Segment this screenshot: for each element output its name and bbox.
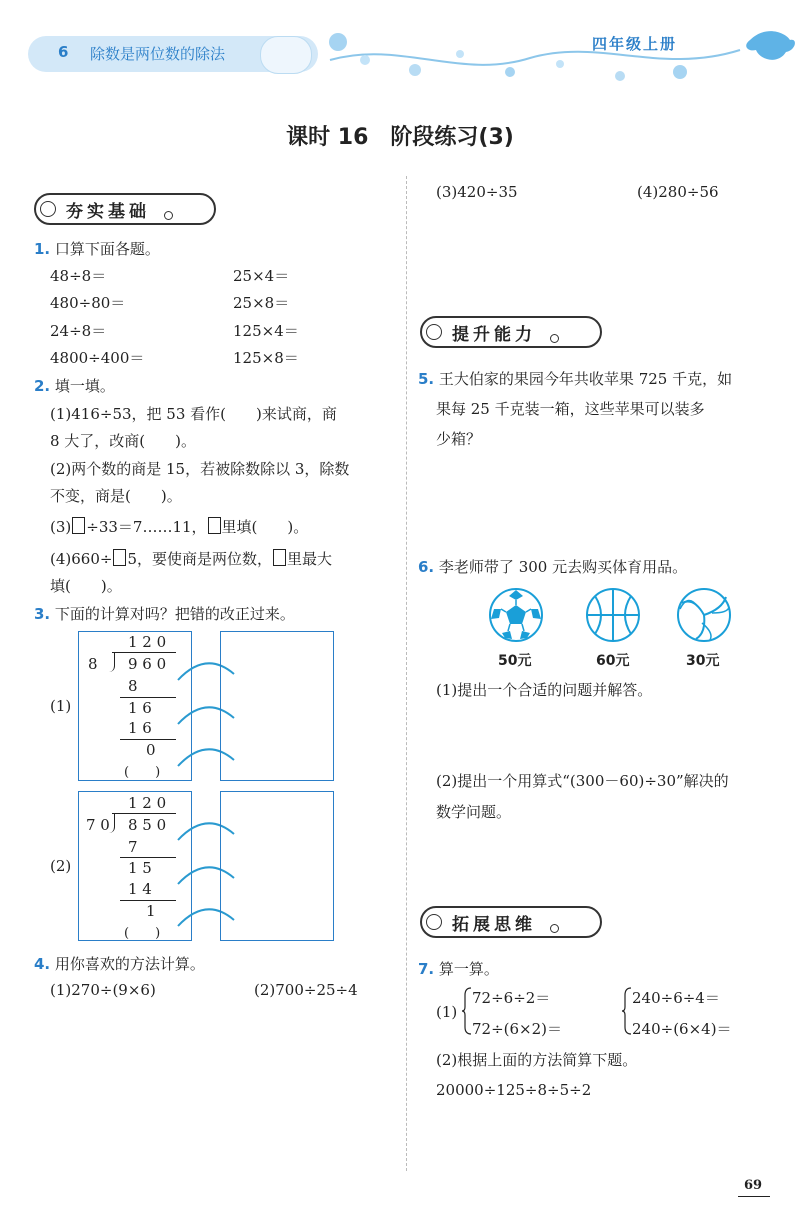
section-badge-thinking xyxy=(420,906,602,938)
bubble-icon xyxy=(426,324,442,340)
blank-box[interactable] xyxy=(72,517,85,534)
oral-calc: 48÷8＝ xyxy=(50,267,107,285)
price-label: 60元 xyxy=(596,653,630,669)
question-number: 2. xyxy=(34,377,51,395)
calc-item: 72÷(6×2)＝ xyxy=(472,1020,563,1038)
step-line xyxy=(120,857,176,858)
step-row: 1 xyxy=(146,902,156,920)
question-text: 果每 25 千克装一箱，这些苹果可以装多 xyxy=(436,400,705,418)
chapter-number: 6 xyxy=(58,43,69,61)
page-title: 课时 16 阶段练习(3) xyxy=(286,125,514,150)
brace-icon xyxy=(622,987,632,1035)
question-text: 口算下面各题。 xyxy=(54,240,160,258)
bubble-icon xyxy=(550,334,559,343)
question-text: 王大伯家的果园今年共收苹果 725 千克，如 xyxy=(438,370,733,388)
oral-calc: 4800÷400＝ xyxy=(50,349,145,367)
oral-calc: 25×8＝ xyxy=(233,294,290,312)
division-bar xyxy=(112,652,176,653)
dividend: 9 6 0 xyxy=(128,655,167,673)
answer-blank[interactable]: ( ) xyxy=(124,765,161,780)
item-label: (3) xyxy=(50,518,72,536)
question-6 xyxy=(418,556,687,577)
oral-calc: 24÷8＝ xyxy=(50,322,107,340)
question-text: 下面的计算对吗？把错的改正过来。 xyxy=(54,605,295,623)
calc-item: 20000÷125÷8÷5÷2 xyxy=(436,1081,592,1099)
question-1 xyxy=(34,238,160,259)
blank-box[interactable] xyxy=(273,549,286,566)
oral-calc: 25×4＝ xyxy=(233,267,290,285)
item-text: 里填( )。 xyxy=(221,518,309,536)
quotient: 1 2 0 xyxy=(128,633,167,651)
step-row: 8 xyxy=(128,677,138,695)
sub-question: (2)根据上面的方法简算下题。 xyxy=(436,1051,638,1069)
divisor: 7 0 xyxy=(86,816,110,834)
question-7 xyxy=(418,958,499,979)
correction-box[interactable] xyxy=(220,631,334,781)
sub-question: (2)提出一个用算式“(300－60)÷30”解决的 xyxy=(436,772,729,790)
step-line xyxy=(120,697,176,698)
section-title: 夯实基础 xyxy=(66,201,150,222)
question-3 xyxy=(34,603,295,624)
question-text: 少箱？ xyxy=(436,430,482,448)
calc-item: (2)700÷25÷4 xyxy=(254,981,358,999)
sub-label: (2) xyxy=(50,857,72,875)
step-row: 7 xyxy=(128,838,138,856)
calc-item: 240÷(6×4)＝ xyxy=(632,1020,732,1038)
fill-item xyxy=(50,548,332,569)
fill-item: (1)416÷53，把 53 看作( )来试商，商 xyxy=(50,405,337,423)
step-row: 0 xyxy=(146,741,156,759)
dividend: 8 5 0 xyxy=(128,816,167,834)
question-number: 1. xyxy=(34,240,51,258)
bubble-icon xyxy=(550,924,559,933)
sub-question: (1)提出一个合适的问题并解答。 xyxy=(436,681,653,699)
question-text: 算一算。 xyxy=(438,960,499,978)
fill-item: 不变，商是( )。 xyxy=(50,487,182,505)
question-number: 3. xyxy=(34,605,51,623)
question-text: 李老师带了 300 元去购买体育用品。 xyxy=(438,558,688,576)
fill-item: 填( )。 xyxy=(50,577,122,595)
calc-item: (3)420÷35 xyxy=(436,183,518,201)
fill-item xyxy=(50,516,308,537)
division-bracket xyxy=(108,652,115,672)
bird-icon xyxy=(746,31,795,60)
blank-box[interactable] xyxy=(113,549,126,566)
quotient: 1 2 0 xyxy=(128,794,167,812)
step-row: 1 6 xyxy=(128,699,152,717)
item-text: 5，要使商是两位数， xyxy=(127,550,272,568)
sub-question: 数学问题。 xyxy=(436,803,512,821)
volleyball-icon xyxy=(676,587,732,643)
divisor: 8 xyxy=(88,655,98,673)
page-number: 69 xyxy=(744,1178,763,1193)
chapter-title: 除数是两位数的除法 xyxy=(90,45,226,63)
question-5 xyxy=(418,368,732,389)
fill-item: 8 大了，改商( )。 xyxy=(50,432,197,450)
item-text: ÷33＝7……11， xyxy=(86,518,207,536)
step-line xyxy=(120,900,176,901)
brace-icon xyxy=(462,987,472,1035)
question-text: 填一填。 xyxy=(54,377,115,395)
calc-item: (1)270÷(9×6) xyxy=(50,981,156,999)
division-bar xyxy=(112,813,176,814)
soccer-ball-icon xyxy=(488,587,544,643)
oral-calc: 125×8＝ xyxy=(233,349,299,367)
section-badge-basics xyxy=(34,193,216,225)
bubble-icon xyxy=(164,211,173,220)
price-label: 50元 xyxy=(498,653,532,669)
header-decoration xyxy=(320,20,800,90)
page-number-rule xyxy=(738,1196,770,1197)
oral-calc: 480÷80＝ xyxy=(50,294,126,312)
correction-box[interactable] xyxy=(220,791,334,941)
price-label: 30元 xyxy=(686,653,720,669)
column-divider xyxy=(406,176,407,1171)
calc-item: 72÷6÷2＝ xyxy=(472,989,551,1007)
bubble-icon xyxy=(329,33,347,51)
blank-box[interactable] xyxy=(208,517,221,534)
bubble-icon xyxy=(40,201,56,217)
header-banner-outline xyxy=(260,36,312,74)
fill-item: (2)两个数的商是 15，若被除数除以 3，除数 xyxy=(50,460,350,478)
question-number: 5. xyxy=(418,370,435,388)
section-title: 拓展思维 xyxy=(452,914,536,935)
question-text: 用你喜欢的方法计算。 xyxy=(54,955,205,973)
step-row: 1 4 xyxy=(128,880,152,898)
section-title: 提升能力 xyxy=(452,324,536,345)
answer-blank[interactable]: ( ) xyxy=(124,926,161,941)
question-number: 4. xyxy=(34,955,51,973)
sub-label: (1) xyxy=(436,1003,458,1021)
question-number: 6. xyxy=(418,558,435,576)
item-text: (4)660÷ xyxy=(50,550,113,568)
basketball-icon xyxy=(585,587,641,643)
calc-item: (4)280÷56 xyxy=(637,183,719,201)
question-2 xyxy=(34,375,115,396)
oral-calc: 125×4＝ xyxy=(233,322,299,340)
calc-item: 240÷6÷4＝ xyxy=(632,989,720,1007)
step-line xyxy=(120,739,176,740)
step-row: 1 5 xyxy=(128,859,152,877)
question-number: 7. xyxy=(418,960,435,978)
question-4 xyxy=(34,953,205,974)
bubble-icon xyxy=(426,914,442,930)
item-text: 里最大 xyxy=(287,550,333,568)
sub-label: (1) xyxy=(50,697,72,715)
step-row: 1 6 xyxy=(128,719,152,737)
grade-label: 四年级上册 xyxy=(592,35,678,53)
section-badge-ability xyxy=(420,316,602,348)
